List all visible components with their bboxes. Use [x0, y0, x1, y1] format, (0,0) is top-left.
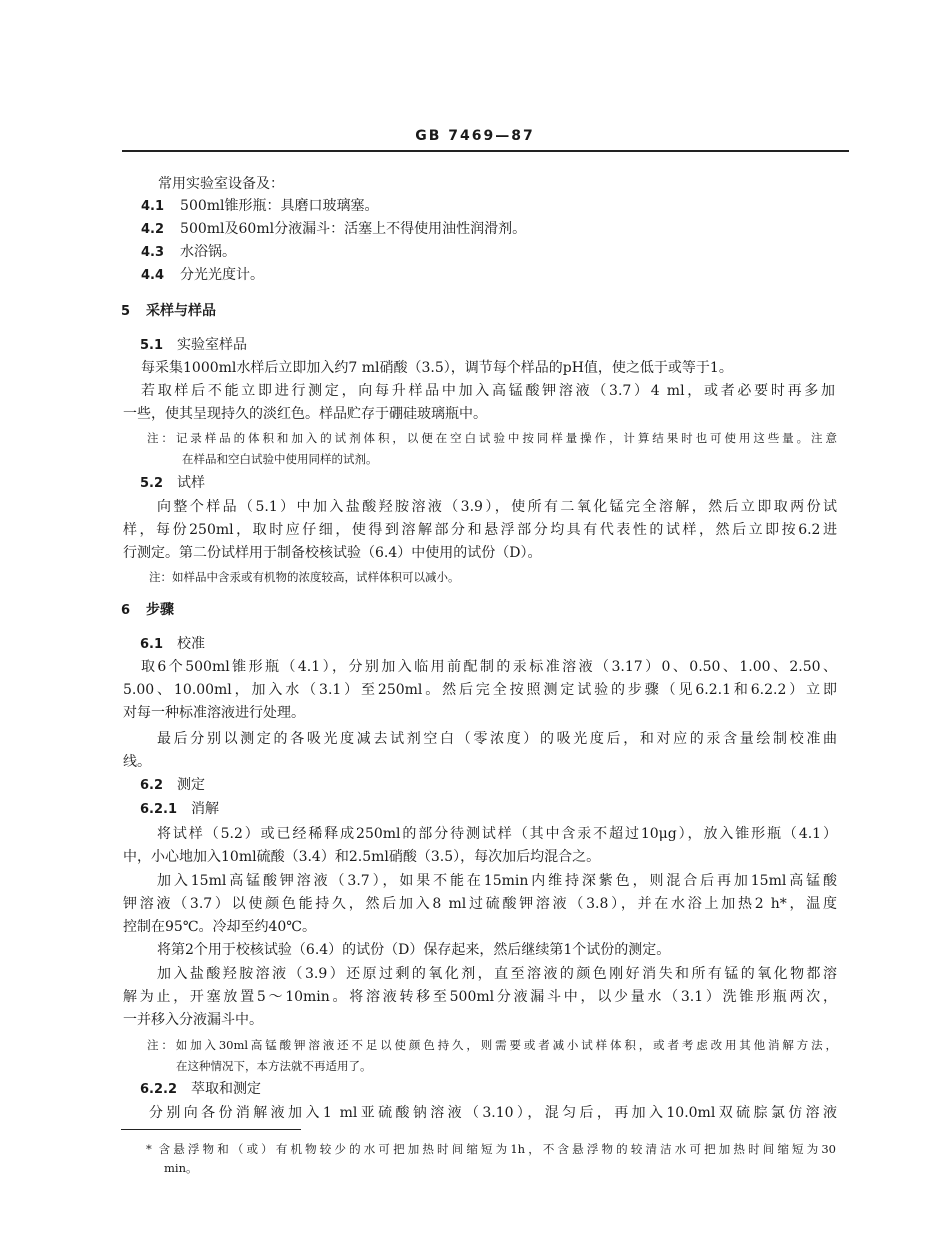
item-text: 500ml及60ml分液漏斗：活塞上不得使用油性润滑剂。: [180, 221, 527, 237]
item-number: 4.2: [141, 222, 165, 237]
paragraph-line: 解为止，开塞放置5～10min。将溶液转移至500ml分液漏斗中，以少量水（3.1）洗锥形瓶两次，: [123, 989, 837, 1005]
footnote-line: * 含悬浮物和（或）有机物较少的水可把加热时间缩短为1h，不含悬浮物的较清洁水可把加热时间缩短为30: [146, 1142, 836, 1156]
section-title: 步骤: [146, 602, 175, 618]
subsection-5-2-heading: [140, 473, 205, 494]
item-number: 4.3: [141, 245, 165, 260]
footnote-rule: [121, 1129, 301, 1130]
note-line: 在这种情况下，本方法就不再适用了。: [176, 1059, 372, 1073]
paragraph-line: 钾溶液（3.7）以使颜色能持久，然后加入8 ml过硫酸钾溶液（3.8），并在水浴上加热2 h*，温度: [123, 896, 837, 912]
paragraph-line: 向整个样品（5.1）中加入盐酸羟胺溶液（3.9），使所有二氧化锰完全溶解，然后立即取两份试: [157, 499, 837, 515]
header-rule: [122, 150, 849, 152]
note-line: 注：记录样品的体积和加入的试剂体积，以便在空白试验中按同样量操作，计算结果时也可使用这些量。注意: [147, 431, 837, 445]
section-number: 6.2.2: [140, 1082, 178, 1097]
subsection-6-2-1-heading: [140, 799, 219, 820]
paragraph-line: 一些，使其呈现持久的淡红色。样品贮存于硼硅玻璃瓶中。: [123, 406, 487, 422]
section-5-heading: [121, 301, 216, 322]
item-text: 500ml锥形瓶：具磨口玻璃塞。: [180, 198, 379, 214]
paragraph-line: 一并移入分液漏斗中。: [123, 1012, 263, 1028]
subsection-6-2-2-heading: [140, 1079, 261, 1100]
intro-line: 常用实验室设备及：: [158, 176, 284, 192]
paragraph-line: 若取样后不能立即进行测定，向每升样品中加入高锰酸钾溶液（3.7）4 ml，或者必要时再多加: [141, 383, 835, 399]
paragraph-line: 样，每份250ml，取时应仔细，使得到溶解部分和悬浮部分均具有代表性的试样，然后立即按6.2进: [123, 522, 837, 538]
section-number: 6.1: [140, 637, 164, 652]
section-title: 实验室样品: [177, 337, 248, 353]
section-title: 试样: [177, 475, 206, 491]
paragraph-line: 将第2个用于校核试验（6.4）的试份（D）保存起来，然后继续第1个试份的测定。: [157, 942, 671, 958]
paragraph-line: 取6个500ml锥形瓶（4.1），分别加入临用前配制的汞标准溶液（3.17）0、0.50、1.00、2.50、: [141, 659, 837, 675]
note-line: 注：如样品中含汞或有机物的浓度较高，试样体积可以减小。: [149, 570, 460, 584]
paragraph-line: 行测定。第二份试样用于制备校核试验（6.4）中使用的试份（D）。: [123, 545, 542, 561]
section-number: 5.1: [140, 338, 164, 353]
subsection-6-1-heading: [140, 634, 205, 655]
section-title: 萃取和测定: [191, 1081, 262, 1097]
item-number: 4.1: [141, 199, 165, 214]
item-text: 分光光度计。: [180, 267, 265, 283]
paragraph-line: 5.00、10.00ml，加入水（3.1）至250ml。然后完全按照测定试验的步骤（见6.2.1和6.2.2）立即: [123, 682, 837, 698]
paragraph-line: 每采集1000ml水样后立即加入约7 ml硝酸（3.5），调节每个样品的pH值，使之低于或等于1。: [141, 360, 733, 376]
paragraph-line: 加入盐酸羟胺溶液（3.9）还原过剩的氧化剂，直至溶液的颜色刚好消失和所有锰的氧化物都溶: [157, 966, 837, 982]
paragraph-line: 加入15ml高锰酸钾溶液（3.7），如果不能在15min内维持深紫色，则混合后再加15ml高锰酸: [157, 873, 837, 889]
subsection-6-2-heading: [140, 775, 205, 796]
item-number: 4.4: [141, 268, 165, 283]
item-4-3: [141, 242, 236, 263]
paragraph-line: 控制在95℃。冷却至约40℃。: [123, 919, 316, 935]
section-title: 采样与样品: [146, 303, 217, 319]
paragraph-line: 最后分别以测定的各吸光度减去试剂空白（零浓度）的吸光度后，和对应的汞含量绘制校准曲: [157, 731, 837, 747]
paragraph-line: 线。: [123, 754, 151, 770]
section-number: 5: [121, 304, 131, 319]
paragraph-line: 将试样（5.2）或已经稀释成250ml的部分待测试样（其中含汞不超过10μg），放入锥形瓶（4.1）: [157, 826, 837, 842]
item-4-2: [141, 219, 526, 240]
note-line: 注：如加入30ml高锰酸钾溶液还不足以使颜色持久，则需要或者减小试样体积，或者考虑改用其他消解方法，: [147, 1038, 837, 1052]
section-6-heading: [121, 600, 174, 621]
item-4-4: [141, 265, 264, 286]
footnote-line: min。: [164, 1161, 198, 1175]
subsection-5-1-heading: [140, 335, 247, 356]
section-number: 5.2: [140, 476, 164, 491]
item-4-1: [141, 196, 379, 217]
section-number: 6.2.1: [140, 802, 178, 817]
note-line: 在样品和空白试验中使用同样的试剂。: [182, 452, 378, 466]
paragraph-line: 对每一种标准溶液进行处理。: [123, 705, 305, 721]
item-text: 水浴锅。: [180, 244, 237, 260]
page-header: GB 7469—87: [415, 128, 535, 144]
paragraph-line: 分别向各份消解液加入1 ml亚硫酸钠溶液（3.10），混匀后，再加入10.0ml双硫腙氯仿溶液: [149, 1105, 837, 1121]
section-title: 校准: [177, 636, 206, 652]
section-title: 消解: [191, 801, 220, 817]
section-number: 6: [121, 603, 131, 618]
section-number: 6.2: [140, 778, 164, 793]
paragraph-line: 中，小心地加入10ml硫酸（3.4）和2.5ml硝酸（3.5），每次加后均混合之。: [123, 849, 601, 865]
section-title: 测定: [177, 777, 206, 793]
